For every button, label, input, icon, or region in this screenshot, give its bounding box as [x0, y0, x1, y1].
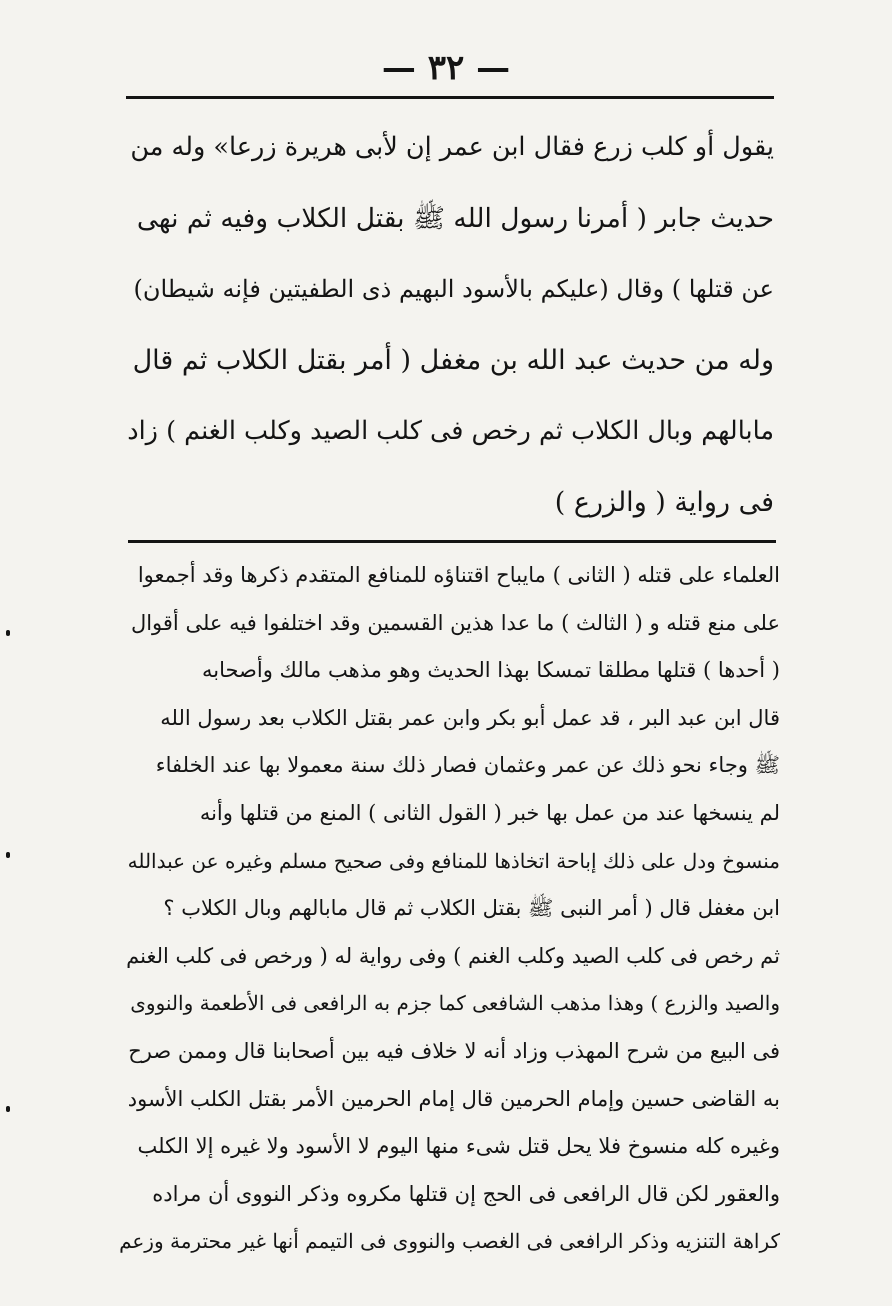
commentary-line: ابن مغفل قال ( أمر النبى ﷺ بقتل الكلاب ثم قال مابالهم وبال الكلاب ؟ [163, 896, 780, 921]
section-divider [128, 540, 776, 543]
commentary-line: والصيد والزرع ) وهذا مذهب الشافعى كما جزم به الرافعى فى الأطعمة والنووى [130, 991, 780, 1016]
hadith-line: مابالهم وبال الكلاب ثم رخص فى كلب الصيد وكلب الغنم ) زاد [127, 416, 774, 446]
hadith-text [126, 112, 774, 538]
scan-mark [6, 852, 10, 858]
commentary-line: على منع قتله و ( الثالث ) ما عدا هذين القسمين وقد اختلفوا فيه على أقوال [130, 610, 780, 635]
hadith-line: فى رواية ( والزرع ) [554, 487, 774, 518]
commentary-line: ( أحدها ) قتلها مطلقا تمسكا بهذا الحديث وهو مذهب مالك وأصحابه [202, 658, 780, 683]
scan-mark [6, 1106, 10, 1112]
hadith-line: عن قتلها ) وقال (عليكم بالأسود البهيم ذى الطفيتين فإنه شيطان) [133, 275, 774, 303]
header-rule [126, 96, 774, 99]
scan-mark [6, 630, 10, 636]
commentary-line: والعقور لكن قال الرافعى فى الحج إن قتلها مكروه وذكر النووى أن مراده [152, 1181, 780, 1206]
commentary-line: فى البيع من شرح المهذب وزاد أنه لا خلاف فيه بين أصحابنا قال وممن صرح [128, 1038, 780, 1063]
commentary-line: لم ينسخها عند من عمل بها خبر ( القول الثانى ) المنع من قتلها وأنه [199, 800, 780, 825]
commentary-line: وغيره كله منسوخ فلا يحل قتل شىء منها اليوم لا الأسود ولا غيره إلا الكلب [137, 1134, 780, 1159]
hadith-line: حديث جابر ( أمرنا رسول الله ﷺ بقتل الكلاب وفيه ثم نهى [136, 203, 774, 234]
commentary-line: قال ابن عبد البر ، قد عمل أبو بكر وابن عمر بقتل الكلاب بعد رسول الله [160, 705, 780, 730]
hadith-line: يقول أو كلب زرع فقال ابن عمر إن لأبى هريرة زرعا» وله من [130, 132, 774, 162]
commentary-line: به القاضى حسين وإمام الحرمين قال إمام الحرمين الأمر بقتل الكلب الأسود [127, 1086, 780, 1111]
commentary-line: منسوخ ودل على ذلك إباحة اتخاذها للمنافع وفى صحيح مسلم وغيره عن عبدالله [127, 848, 780, 873]
commentary-line: ﷺ وجاء نحو ذلك عن عمر وعثمان فصار ذلك سنة معمولا بها عند الخلفاء [155, 753, 780, 778]
commentary-line: العلماء على قتله ( الثانى ) مايباح اقتناؤه للمنافع المتقدم ذكرها وقد أجمعوا [137, 563, 780, 587]
commentary-line: ثم رخص فى كلب الصيد وكلب الغنم ) وفى رواية له ( ورخص فى كلب الغنم [126, 943, 780, 968]
commentary-text [118, 552, 780, 1266]
commentary-line: كراهة التنزيه وذكر الرافعى فى الغصب والنووى فى التيمم أنها غير محترمة وزعم [119, 1229, 780, 1254]
page-number: — ٣٢ — [381, 48, 511, 88]
hadith-line: وله من حديث عبد الله بن مغفل ( أمر بقتل الكلاب ثم قال [132, 345, 774, 376]
